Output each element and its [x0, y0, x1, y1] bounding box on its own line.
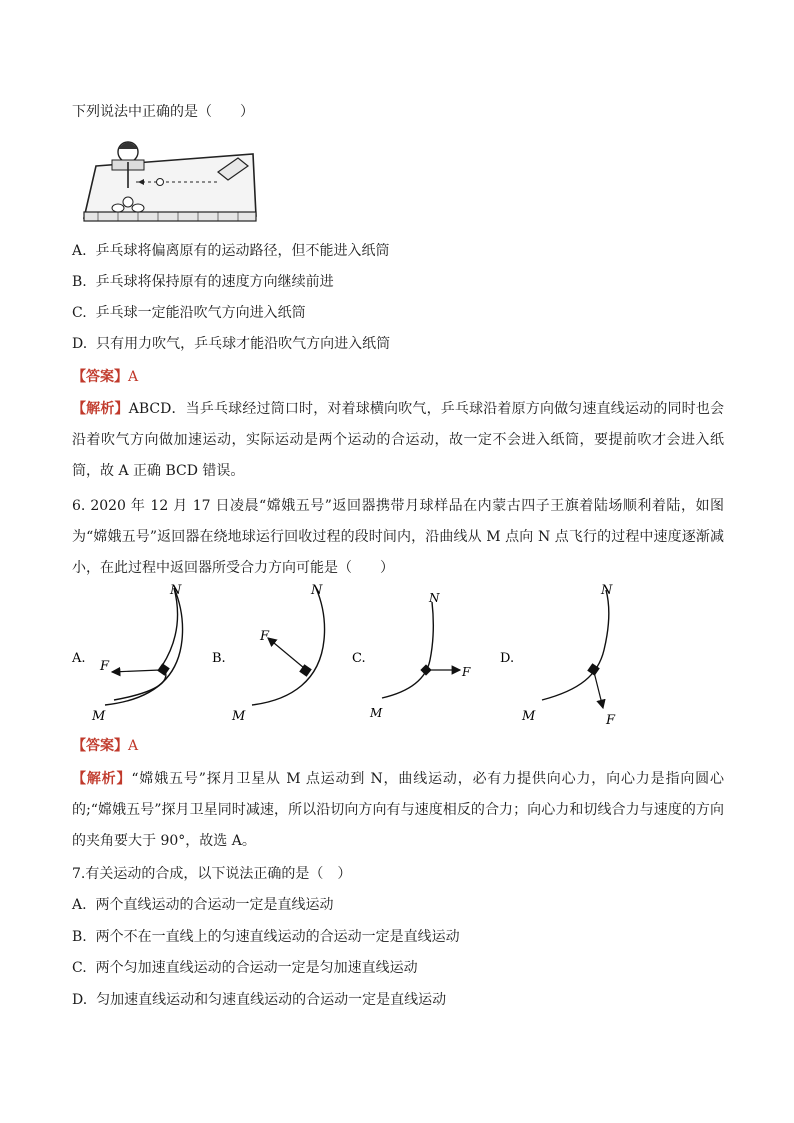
- q5-analysis: 【解析】ABCD．当乒乓球经过筒口时，对着球横向吹气，乒乓球沿着原方向做匀速直线运动的同时也会沿着吹气方向做加速运动，实际运动是两个运动的合运动，故一定不会进入纸筒，要提前吹才会进入纸筒，故 A 正确 BCD 错误。: [72, 401, 725, 479]
- figure-b-letter: B.: [212, 651, 226, 666]
- figure-a-force-arrow: [112, 670, 160, 672]
- q7-stem: 7.有关运动的合成，以下说法正确的是（ ）: [72, 866, 352, 882]
- figure-c-trajectory: [382, 602, 433, 698]
- q7-option-c: C. 两个匀加速直线运动的合运动一定是匀加速直线运动: [72, 960, 418, 976]
- q7-option-b: B. 两个不在一直线上的匀速直线运动的合运动一定是直线运动: [72, 929, 460, 945]
- q5-option-d: D. 只有用力吹气，乒乓球才能沿吹气方向进入纸筒: [72, 336, 391, 352]
- figure-b-force-label: F: [260, 629, 270, 644]
- q6-answer: 【答案】A: [72, 738, 139, 754]
- q7-option-a: A. 两个直线运动的合运动一定是直线运动: [72, 897, 334, 913]
- figure-d-force-arrow: [594, 672, 603, 708]
- q5-stem: 下列说法中正确的是（ ）: [72, 104, 254, 120]
- figure-c-start-label: M: [370, 706, 383, 720]
- figure-d-force-label: F: [606, 713, 616, 728]
- q6-stem: 6. 2020 年 12 月 17 日凌晨“嫦娥五号”返回器携带月球样品在内蒙古四子王旗着陆场顺利着陆，如图为“嫦娥五号”返回器在绕地球运行回收过程的段时间内，沿曲线从 M 点向 N 点飞行的过程中速度逐渐减小，在此过程中返回器所受合力方向可能是（ ）: [72, 498, 724, 576]
- figure-b-force-arrow: [268, 638, 304, 668]
- figure-d-trajectory: [542, 590, 609, 700]
- figure-d-letter: D.: [500, 651, 515, 666]
- ping-pong-table-figure: [78, 136, 260, 228]
- figure-a: [71, 583, 183, 724]
- figure-a-end-label: N: [170, 583, 182, 598]
- figure-d-start-label: M: [522, 709, 536, 724]
- figure-a-letter: A.: [72, 651, 86, 666]
- q5-option-c: C. 乒乓球一定能沿吹气方向进入纸筒: [72, 305, 306, 321]
- figure-b-start-label: M: [232, 709, 246, 724]
- figure-c-letter: C.: [352, 651, 366, 666]
- q6-analysis: 【解析】“嫦娥五号”探月卫星从 M 点运动到 N，曲线运动，必有力提供向心力，向心力是指向圆心的;“嫦娥五号”探月卫星同时减速，所以沿切向方向有与速度相反的合力；向心力和切线合力与速度的方向的夹角要大于 90°，故选 A。: [72, 771, 725, 849]
- figure-c-force-label: F: [462, 665, 471, 679]
- q5-option-b: B. 乒乓球将保持原有的速度方向继续前进: [72, 274, 334, 290]
- figure-b-end-label: N: [311, 583, 323, 598]
- figure-a-force-label: F: [100, 659, 110, 674]
- figure-a-start-label: M: [92, 709, 106, 724]
- q7-option-d: D. 匀加速直线运动和匀速直线运动的合运动一定是直线运动: [72, 992, 447, 1008]
- figure-a-trajectory: [105, 588, 183, 705]
- figure-b-trajectory: [252, 588, 325, 705]
- figure-c-end-label: N: [429, 591, 440, 605]
- figure-d: [500, 583, 616, 728]
- figure-d-end-label: N: [601, 583, 613, 598]
- figure-b: [212, 583, 325, 724]
- figure-c: [352, 591, 471, 720]
- q5-answer: 【答案】A: [72, 369, 139, 385]
- q5-option-a: A. 乒乓球将偏离原有的运动路径，但不能进入纸筒: [72, 243, 390, 259]
- force-direction-figures: [60, 580, 740, 730]
